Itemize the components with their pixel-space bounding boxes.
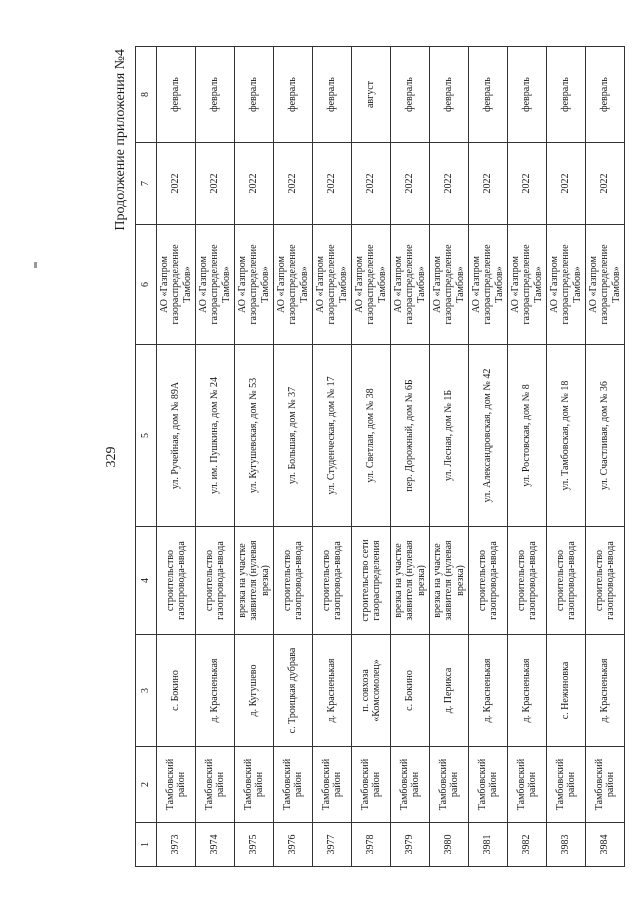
work-type-cell: врезка на участке заявителя (нулевая врезка) — [235, 527, 274, 635]
row-number-cell: 3983 — [547, 823, 586, 867]
scan-artifact — [34, 262, 37, 268]
year-cell: 2022 — [352, 143, 391, 225]
year-cell: 2022 — [547, 143, 586, 225]
district-cell: Тамбовский район — [352, 747, 391, 823]
locality-cell: д. Красненькая — [313, 635, 352, 747]
year-cell: 2022 — [391, 143, 430, 225]
year-cell: 2022 — [508, 143, 547, 225]
locality-cell: д. Красненькая — [196, 635, 235, 747]
address-cell: ул. Счастливая, дом № 36 — [586, 345, 625, 527]
locality-cell: п. совхоза «Комсомолец» — [352, 635, 391, 747]
table-row — [547, 47, 586, 867]
organization-cell: АО «Газпром газораспределение Тамбов» — [313, 225, 352, 345]
district-cell: Тамбовский район — [508, 747, 547, 823]
work-type-cell: врезка на участке заявителя (нулевая врезка) — [391, 527, 430, 635]
district-cell: Тамбовский район — [430, 747, 469, 823]
month-cell: август — [352, 47, 391, 143]
district-cell: Тамбовский район — [235, 747, 274, 823]
row-number-cell: 3975 — [235, 823, 274, 867]
month-cell: февраль — [469, 47, 508, 143]
work-type-cell: строительство газопровода-ввода — [547, 527, 586, 635]
year-cell: 2022 — [430, 143, 469, 225]
address-cell: ул. Ростовская, дом № 8 — [508, 345, 547, 527]
work-type-cell: строительство газопровода-ввода — [508, 527, 547, 635]
appendix-table — [135, 46, 625, 867]
address-cell: пер. Дорожный, дом № 6Б — [391, 345, 430, 527]
month-cell: февраль — [235, 47, 274, 143]
address-cell: ул. Александровская, дом № 42 — [469, 345, 508, 527]
year-cell: 2022 — [274, 143, 313, 225]
organization-cell: АО «Газпром газораспределение Тамбов» — [430, 225, 469, 345]
table-row — [352, 47, 391, 867]
locality-cell: д. Периксa — [430, 635, 469, 747]
table-body — [157, 47, 625, 867]
month-cell: февраль — [274, 47, 313, 143]
organization-cell: АО «Газпром газораспределение Тамбов» — [196, 225, 235, 345]
organization-cell: АО «Газпром газораспределение Тамбов» — [352, 225, 391, 345]
district-cell: Тамбовский район — [547, 747, 586, 823]
district-cell: Тамбовский район — [391, 747, 430, 823]
appendix-caption: Продолжение приложения №4 — [113, 49, 128, 231]
locality-cell: с. Нежиновка — [547, 635, 586, 747]
header-cell: 1 — [136, 823, 157, 867]
rotated-content — [88, 47, 622, 867]
address-cell: ул. Тамбовская, дом № 18 — [547, 345, 586, 527]
address-cell: ул. Студенческая, дом № 17 — [313, 345, 352, 527]
row-number-cell: 3980 — [430, 823, 469, 867]
header-cell: 4 — [136, 527, 157, 635]
organization-cell: АО «Газпром газораспределение Тамбов» — [235, 225, 274, 345]
row-number-cell: 3973 — [157, 823, 196, 867]
header-cell: 8 — [136, 47, 157, 143]
organization-cell: АО «Газпром газораспределение Тамбов» — [469, 225, 508, 345]
address-cell: ул. Лесная, дом № 1Б — [430, 345, 469, 527]
month-cell: февраль — [586, 47, 625, 143]
row-number-cell: 3976 — [274, 823, 313, 867]
organization-cell: АО «Газпром газораспределение Тамбов» — [586, 225, 625, 345]
locality-cell: с. Бокино — [157, 635, 196, 747]
locality-cell: д. Красненькая — [586, 635, 625, 747]
district-cell: Тамбовский район — [313, 747, 352, 823]
month-cell: февраль — [547, 47, 586, 143]
table-row — [508, 47, 547, 867]
table-row — [469, 47, 508, 867]
work-type-cell: строительство газопровода-ввода — [469, 527, 508, 635]
month-cell: февраль — [196, 47, 235, 143]
row-number-cell: 3981 — [469, 823, 508, 867]
row-number-cell: 3979 — [391, 823, 430, 867]
header-cell: 5 — [136, 345, 157, 527]
year-cell: 2022 — [196, 143, 235, 225]
organization-cell: АО «Газпром газораспределение Тамбов» — [547, 225, 586, 345]
header-cell: 7 — [136, 143, 157, 225]
work-type-cell: строительство газопровода-ввода — [196, 527, 235, 635]
year-cell: 2022 — [157, 143, 196, 225]
organization-cell: АО «Газпром газораспределение Тамбов» — [391, 225, 430, 345]
row-number-cell: 3982 — [508, 823, 547, 867]
district-cell: Тамбовский район — [469, 747, 508, 823]
work-type-cell: строительство сети газораспределения — [352, 527, 391, 635]
table-row — [313, 47, 352, 867]
locality-cell: д. Красненькая — [508, 635, 547, 747]
table-row — [157, 47, 196, 867]
row-number-cell: 3984 — [586, 823, 625, 867]
address-cell: ул. Ручейная, дом № 89А — [157, 345, 196, 527]
row-number-cell: 3978 — [352, 823, 391, 867]
header-row — [136, 47, 157, 867]
work-type-cell: врезка на участке заявителя (нулевая врезка) — [430, 527, 469, 635]
address-cell: ул. Светлая, дом № 38 — [352, 345, 391, 527]
table-row — [430, 47, 469, 867]
month-cell: февраль — [157, 47, 196, 143]
table-row — [274, 47, 313, 867]
work-type-cell: строительство газопровода-ввода — [274, 527, 313, 635]
table-row — [196, 47, 235, 867]
district-cell: Тамбовский район — [586, 747, 625, 823]
address-cell: ул. Большая, дом № 37 — [274, 345, 313, 527]
table-row — [391, 47, 430, 867]
locality-cell: д. Красненькая — [469, 635, 508, 747]
locality-cell: с. Бокино — [391, 635, 430, 747]
header-cell: 2 — [136, 747, 157, 823]
row-number-cell: 3977 — [313, 823, 352, 867]
table-row — [586, 47, 625, 867]
month-cell: февраль — [508, 47, 547, 143]
work-type-cell: строительство газопровода-ввода — [313, 527, 352, 635]
year-cell: 2022 — [235, 143, 274, 225]
address-cell: ул. им. Пушкина, дом № 24 — [196, 345, 235, 527]
organization-cell: АО «Газпром газораспределение Тамбов» — [274, 225, 313, 345]
organization-cell: АО «Газпром газораспределение Тамбов» — [508, 225, 547, 345]
year-cell: 2022 — [469, 143, 508, 225]
table-row — [235, 47, 274, 867]
header-cell: 6 — [136, 225, 157, 345]
month-cell: февраль — [313, 47, 352, 143]
address-cell: ул. Кугушевская, дом № 53 — [235, 345, 274, 527]
district-cell: Тамбовский район — [157, 747, 196, 823]
district-cell: Тамбовский район — [274, 747, 313, 823]
header-cell: 3 — [136, 635, 157, 747]
row-number-cell: 3974 — [196, 823, 235, 867]
organization-cell: АО «Газпром газораспределение Тамбов» — [157, 225, 196, 345]
page-number: 329 — [104, 446, 119, 468]
locality-cell: с. Троицкая дубрава — [274, 635, 313, 747]
month-cell: февраль — [430, 47, 469, 143]
district-cell: Тамбовский район — [196, 747, 235, 823]
year-cell: 2022 — [313, 143, 352, 225]
locality-cell: д. Кугушево — [235, 635, 274, 747]
year-cell: 2022 — [586, 143, 625, 225]
work-type-cell: строительство газопровода-ввода — [586, 527, 625, 635]
month-cell: февраль — [391, 47, 430, 143]
work-type-cell: строительство газопровода-ввода — [157, 527, 196, 635]
